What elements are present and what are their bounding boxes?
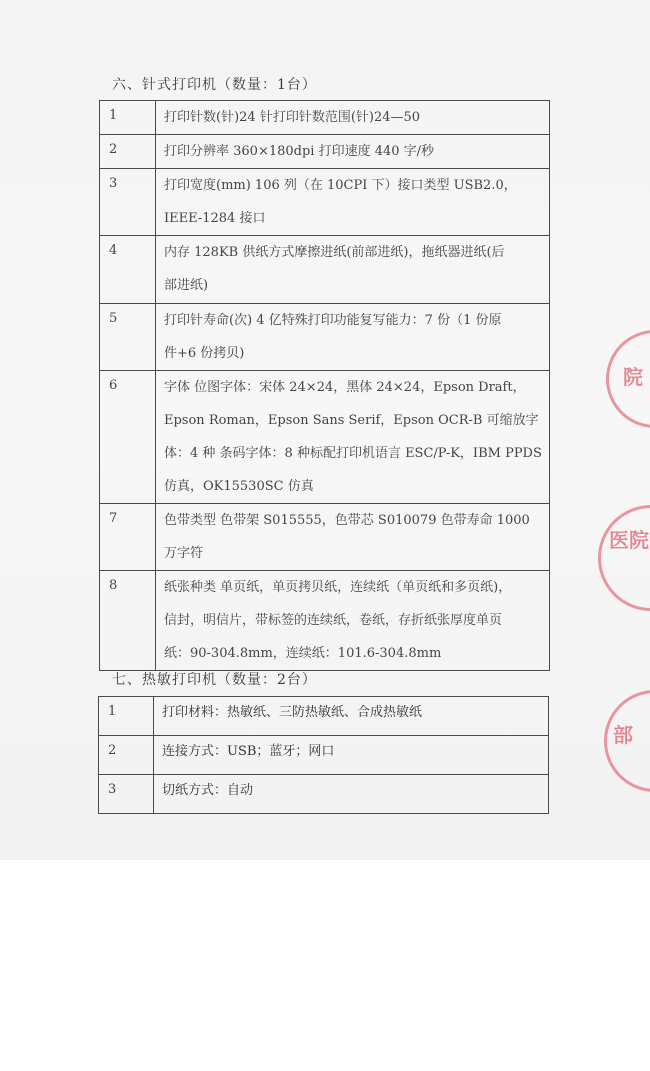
thermal-printer-spec-table xyxy=(98,696,549,814)
row-content: 打印针寿命(次) 4 亿特殊打印功能复写能力：7 份（1 份原 件+6 份拷贝) xyxy=(156,304,550,371)
red-seal-stamp: 医院 xyxy=(598,505,650,611)
row-content: 切纸方式：自动 xyxy=(154,775,549,814)
red-seal-stamp: 部 xyxy=(604,690,650,792)
row-content: 打印针数(针)24 针打印针数范围(针)24—50 xyxy=(156,101,550,135)
table-row xyxy=(100,504,550,571)
row-content: 打印宽度(mm) 106 列（在 10CPI 下）接口类型 USB2.0， IEEE-1284 接口 xyxy=(156,169,550,236)
section-six-heading: 六、针式打印机（数量：1台） xyxy=(112,77,317,93)
table-row xyxy=(99,697,549,736)
row-content: 打印材料：热敏纸、三防热敏纸、合成热敏纸 xyxy=(154,697,549,736)
dot-matrix-printer-spec-table xyxy=(99,100,550,671)
row-number: 4 xyxy=(100,236,156,304)
row-content: 打印分辨率 360×180dpi 打印速度 440 字/秒 xyxy=(156,135,550,169)
row-number: 8 xyxy=(100,571,156,671)
row-number: 5 xyxy=(100,304,156,371)
table-row xyxy=(100,371,550,504)
row-number: 1 xyxy=(99,697,154,736)
row-number: 6 xyxy=(100,371,156,504)
row-content: 连接方式：USB；蓝牙；网口 xyxy=(154,736,549,775)
row-number: 1 xyxy=(100,101,156,135)
table-row xyxy=(100,571,550,671)
table-row xyxy=(100,236,550,304)
table-row xyxy=(99,736,549,775)
row-number: 7 xyxy=(100,504,156,571)
table-row xyxy=(99,775,549,814)
red-seal-stamp: 院 xyxy=(606,330,650,428)
row-number: 2 xyxy=(100,135,156,169)
table-row xyxy=(100,304,550,371)
row-content: 内存 128KB 供纸方式摩擦进纸(前部进纸)，拖纸器进纸(后 部进纸) xyxy=(156,236,550,304)
row-content: 字体 位图字体：宋体 24×24，黑体 24×24，Epson Draft， Epson Roman，Epson Sans Serif，Epson OCR-B 可缩放字 体：4 种 条码字体：8 种标配打印机语言 ESC/P-K，IBM PPDS 仿真，OK15530SC 仿真 xyxy=(156,371,550,504)
section-seven-heading: 七、热敏打印机（数量：2台） xyxy=(112,672,317,688)
table-row xyxy=(100,101,550,135)
table-row xyxy=(100,135,550,169)
row-number: 3 xyxy=(100,169,156,236)
table-row xyxy=(100,169,550,236)
row-content: 纸张种类 单页纸，单页拷贝纸，连续纸（单页纸和多页纸)， 信封，明信片，带标签的连续纸，卷纸，存折纸张厚度单页 纸：90-304.8mm，连续纸：101.6-304.8mm xyxy=(156,571,550,671)
row-content: 色带类型 色带架 S015555，色带芯 S010079 色带寿命 1000 万字符 xyxy=(156,504,550,571)
row-number: 3 xyxy=(99,775,154,814)
row-number: 2 xyxy=(99,736,154,775)
